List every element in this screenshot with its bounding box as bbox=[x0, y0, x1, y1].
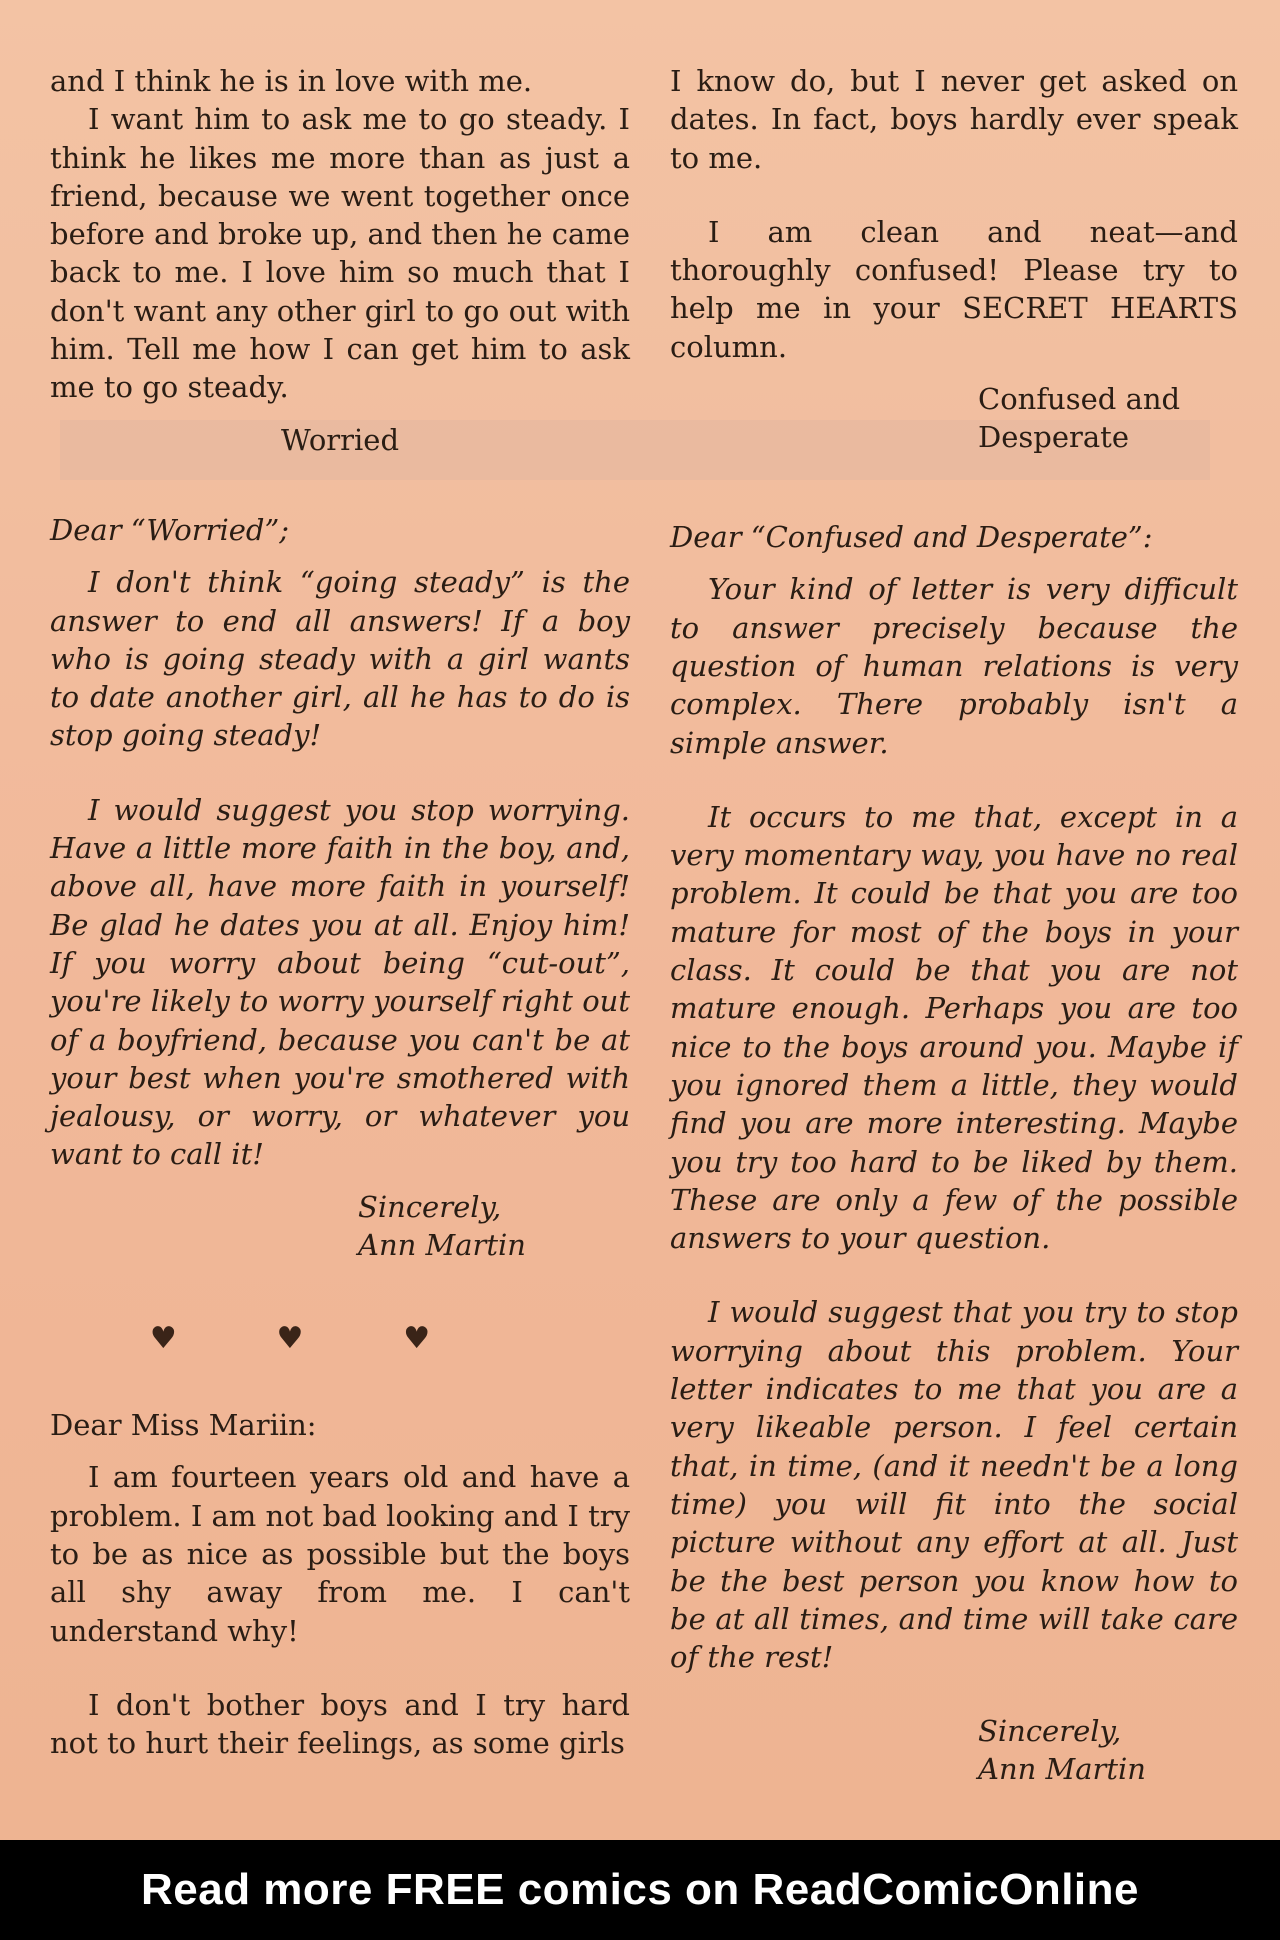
letter2-signature-line1: Confused and bbox=[978, 382, 1181, 417]
reply1-salutation: Dear “Worried”; bbox=[50, 512, 290, 547]
heart-icon: ♥ bbox=[149, 1320, 177, 1356]
heart-divider bbox=[100, 1320, 480, 1358]
reply2-closing: Sincerely, bbox=[978, 1714, 1122, 1749]
letter2-paragraph-3: I am clean and neat—and thoroughly confused! Please try to help me in your SECRET HEARTS column. bbox=[670, 214, 1238, 364]
letter1-signature: Worried bbox=[280, 422, 400, 457]
reply2-paragraph-2: It occurs to me that, except in a very momentary way, you have no real problem. It could be that you are too mature for most of the boys in your class. It could be that you are not mature enough. Perhaps you are too nice to the boys around you. Maybe if you ignored them a little, they would find you are more interesting. Maybe you try too hard to be liked by them. These are only a few of the possible answers to your question. bbox=[670, 799, 1238, 1256]
reply2-paragraph-1: Your kind of letter is very difficult to answer precisely because the question of human relations is very complex. There probably isn't a simple answer. bbox=[670, 572, 1238, 760]
heart-icon: ♥ bbox=[276, 1320, 304, 1356]
letter1-paragraph: I want him to ask me to go steady. I think he likes me more than as just a friend, because we went together once before and broke up, and then he came back to me. I love him so much that I don't want any other girl to go out with him. Tell me how I can get him to ask me to go steady. bbox=[50, 102, 631, 405]
reply1-paragraph-1: I don't think “going steady” is the answer to end all answers! If a boy who is going steady with a girl wants to date another girl, all he has to do is stop going steady! bbox=[50, 565, 630, 753]
footer-text[interactable]: Read more FREE comics on ReadComicOnline bbox=[140, 1865, 1139, 1914]
left-column bbox=[50, 62, 630, 1762]
letter2-continued: I know do, but I never get asked on dates. In fact, boys hardly ever speak to me. bbox=[670, 64, 1238, 175]
letter2-paragraph-1: I am fourteen years old and have a problem. I am not bad looking and I try to be as nice as possible but the boys all shy away from me. I can't understand why! bbox=[50, 1460, 630, 1648]
reply2-salutation: Dear “Confused and Desperate”: bbox=[670, 520, 1153, 555]
promo-footer[interactable] bbox=[0, 1840, 1280, 1940]
reply1-name: Ann Martin bbox=[358, 1227, 526, 1262]
right-column bbox=[670, 62, 1238, 1788]
reply1-closing: Sincerely, bbox=[358, 1189, 502, 1224]
letter2-salutation: Dear Miss Mariin: bbox=[50, 1408, 317, 1443]
letter1-last-line: and I think he is in love with me. bbox=[50, 64, 533, 98]
reply2-paragraph-3: I would suggest that you try to stop worrying about this problem. Your letter indicates to me that you are a very likeable person. I feel certain that, in time, (and it needn't be a long time) you will fit into the social picture without any effort at all. Just be the best person you know how to be at all times, and time will take care of the rest! bbox=[670, 1295, 1238, 1675]
letter2-signature-line2: Desperate bbox=[978, 420, 1129, 455]
letter2-paragraph-2: I don't bother boys and I try hard not to hurt their feelings, as some girls bbox=[50, 1687, 630, 1761]
reply1-paragraph-2: I would suggest you stop worrying. Have a little more faith in the boy, and, above all, have more faith in yourself! Be glad he dates you at all. Enjoy him! If you worry about being “cut-out”, you're likely to worry yourself right out of a boyfriend, because you can't be at your best when you're smothered with jealousy, or worry, or whatever you want to call it! bbox=[50, 792, 630, 1172]
heart-icon: ♥ bbox=[403, 1320, 431, 1356]
reply2-name: Ann Martin bbox=[978, 1752, 1146, 1787]
